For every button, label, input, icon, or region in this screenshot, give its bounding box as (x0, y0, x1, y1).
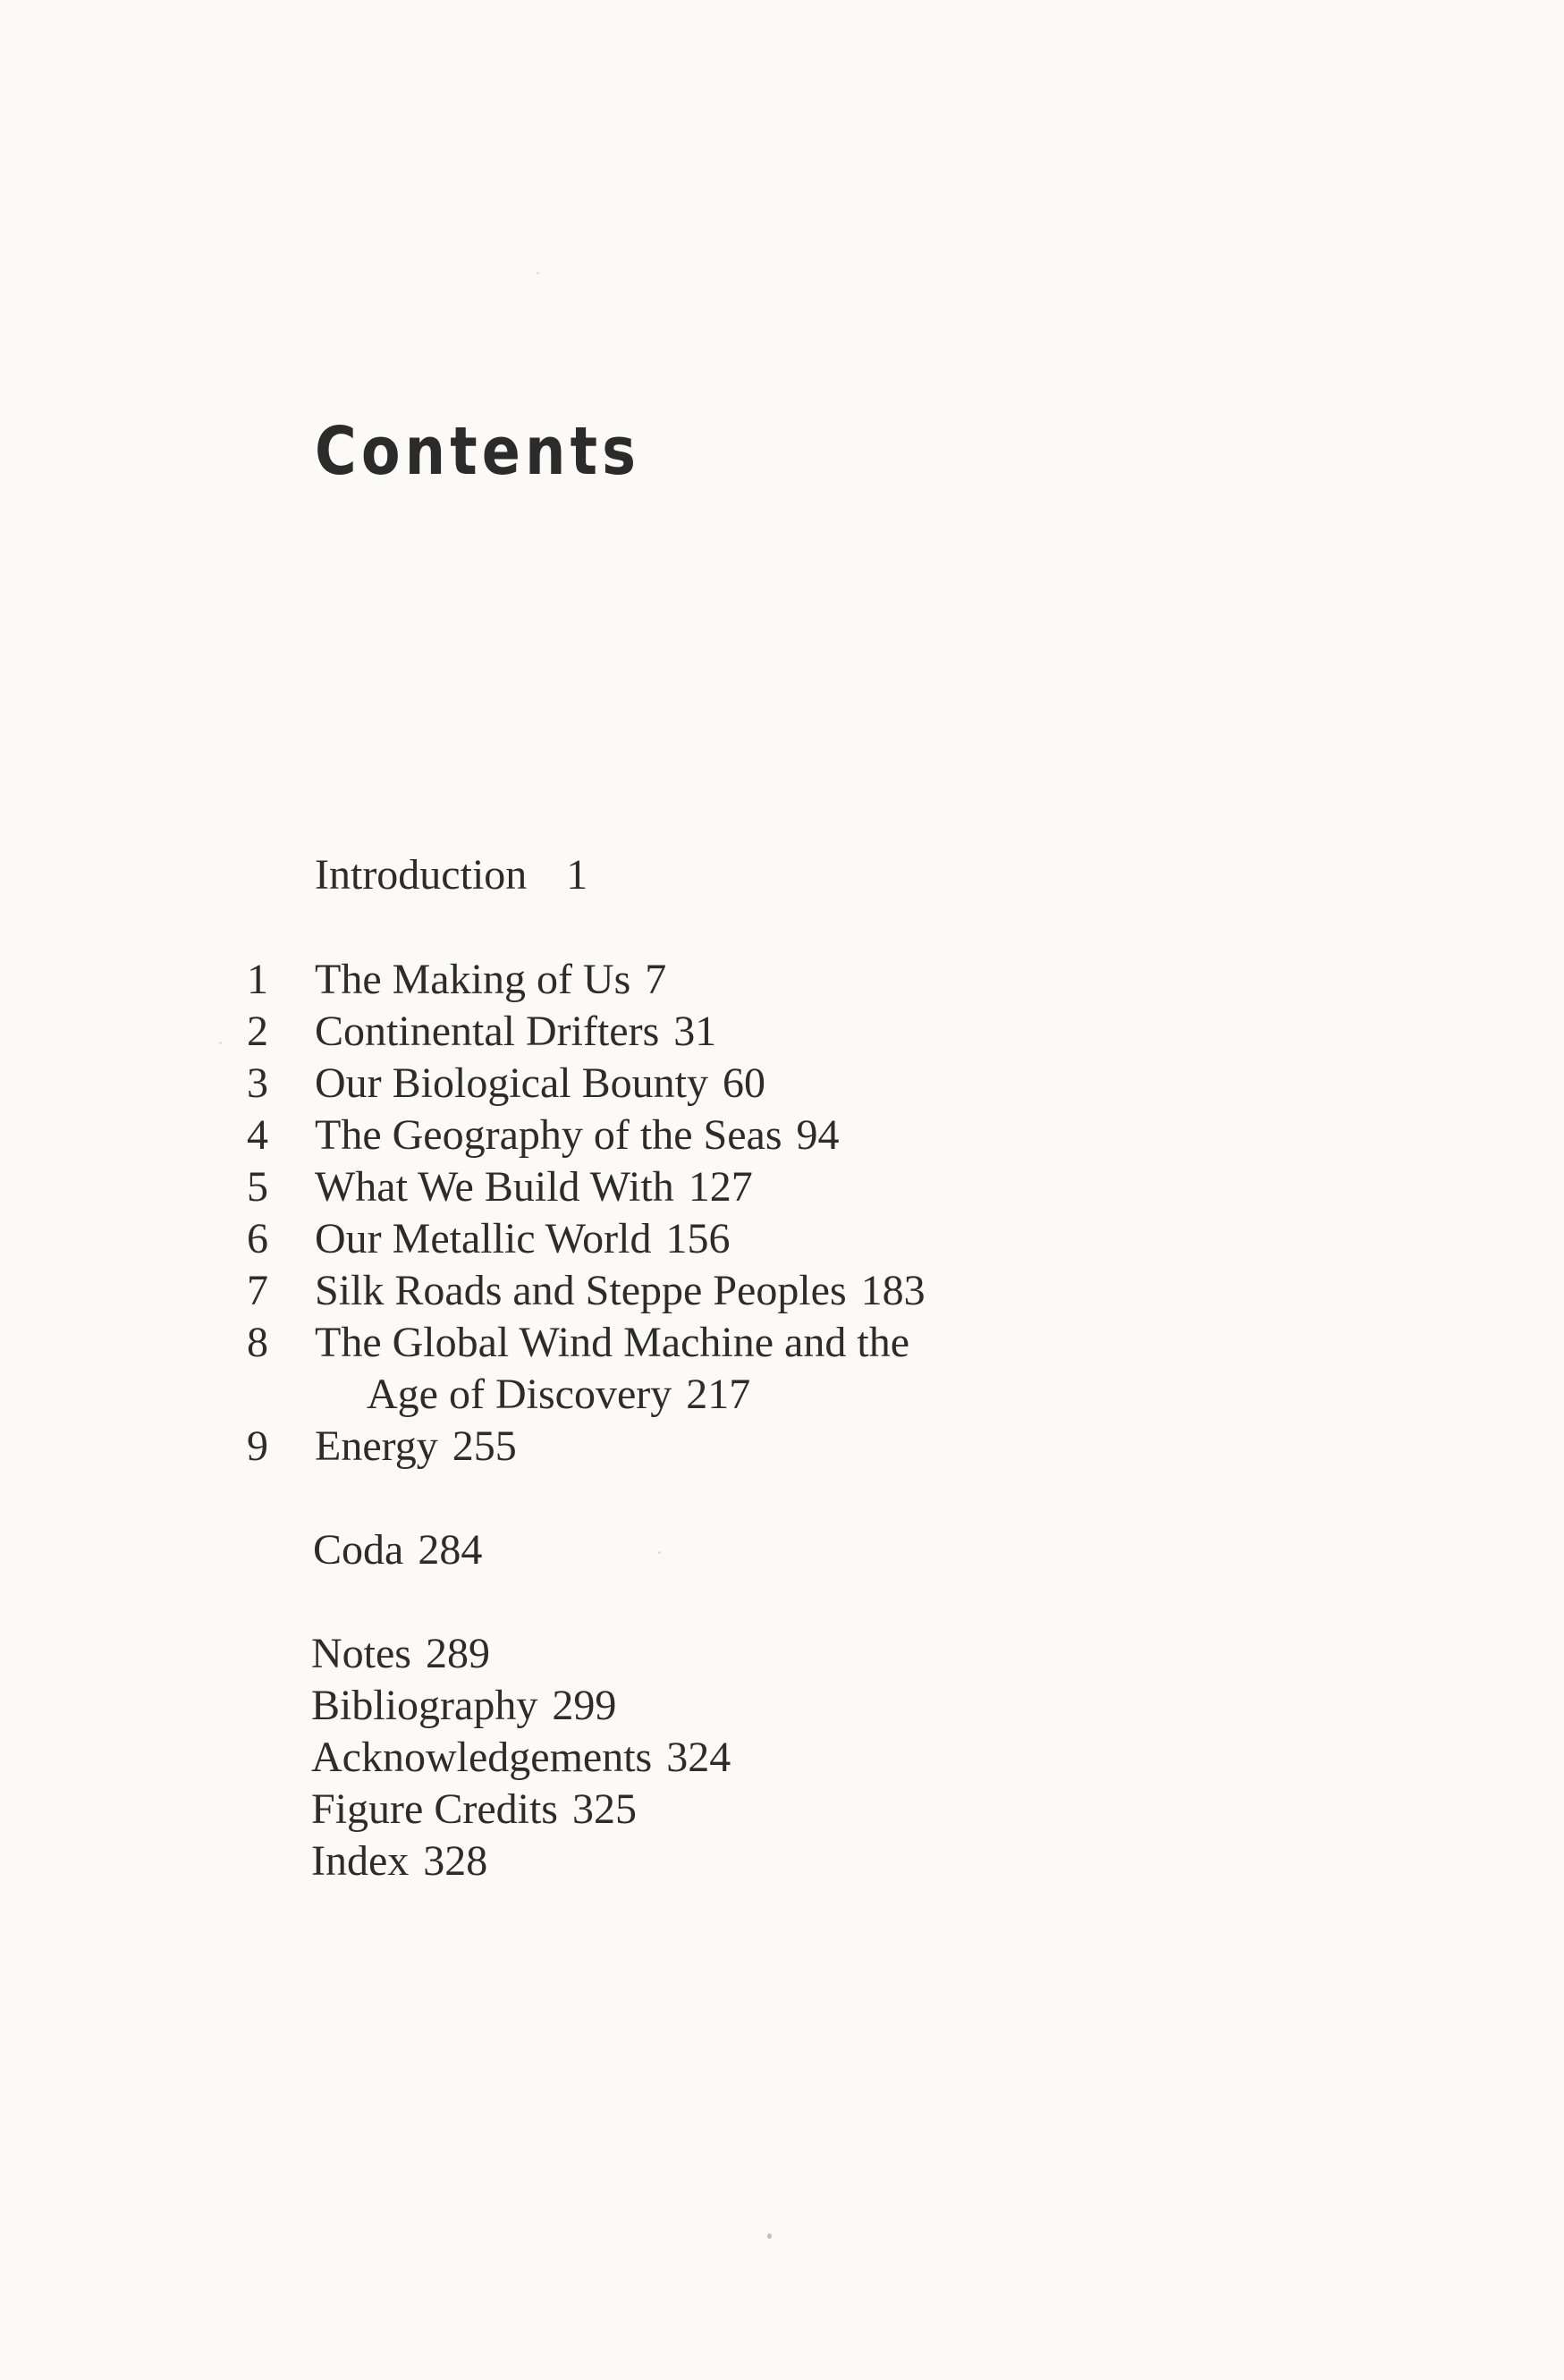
chapter-number: 7 (247, 1267, 268, 1314)
chapter-number: 9 (247, 1422, 268, 1470)
entry-page: 7 (645, 956, 667, 1003)
entry-title: Our Biological Bounty (315, 1059, 708, 1107)
paper-speck (537, 272, 539, 274)
chapter-number: 4 (247, 1111, 268, 1159)
entry-title: The Geography of the Seas (315, 1111, 782, 1159)
entry-title: Continental Drifters (315, 1008, 660, 1055)
entry-page: 31 (673, 1008, 717, 1055)
entry-title: The Making of Us (315, 956, 631, 1003)
entry-title: Coda (313, 1526, 404, 1574)
chapter-number: 5 (247, 1163, 268, 1211)
entry-title: Figure Credits (311, 1785, 558, 1833)
paper-speck (767, 2233, 772, 2239)
entry-title: Bibliography (311, 1682, 538, 1729)
entry-title: Energy (315, 1422, 438, 1470)
entry-title: Acknowledgements (311, 1734, 653, 1781)
entry-title: The Global Wind Machine and the (315, 1319, 909, 1366)
entry-page: 127 (688, 1163, 753, 1211)
page-title: Contents (315, 413, 641, 490)
entry-page: 255 (452, 1422, 517, 1470)
chapter-number: 2 (247, 1008, 268, 1055)
entry-page: 284 (418, 1526, 483, 1574)
chapter-number: 1 (247, 956, 268, 1003)
entry-page: 1 (566, 851, 588, 899)
entry-page: 94 (796, 1111, 840, 1159)
paper-speck (658, 1551, 661, 1554)
entry-title: Index (311, 1837, 410, 1885)
entry-page: 156 (665, 1215, 731, 1262)
chapter-number: 3 (247, 1059, 268, 1107)
entry-title: Notes (311, 1630, 411, 1677)
entry-title: Introduction (315, 851, 528, 899)
entry-title-continued: Age of Discovery (367, 1371, 672, 1418)
paper-speck (219, 1042, 222, 1044)
entry-page: 183 (860, 1267, 926, 1314)
entry-page: 60 (722, 1059, 765, 1107)
entry-title: Our Metallic World (315, 1215, 652, 1262)
entry-page: 299 (552, 1682, 617, 1729)
entry-title: Silk Roads and Steppe Peoples (315, 1267, 847, 1314)
entry-page: 289 (425, 1630, 490, 1677)
entry-page: 217 (686, 1371, 751, 1418)
chapter-number: 6 (247, 1215, 268, 1262)
entry-page: 324 (666, 1734, 731, 1781)
entry-title: What We Build With (315, 1163, 674, 1211)
chapter-number: 8 (247, 1319, 268, 1366)
entry-page: 325 (571, 1785, 637, 1833)
entry-page: 328 (423, 1837, 488, 1885)
